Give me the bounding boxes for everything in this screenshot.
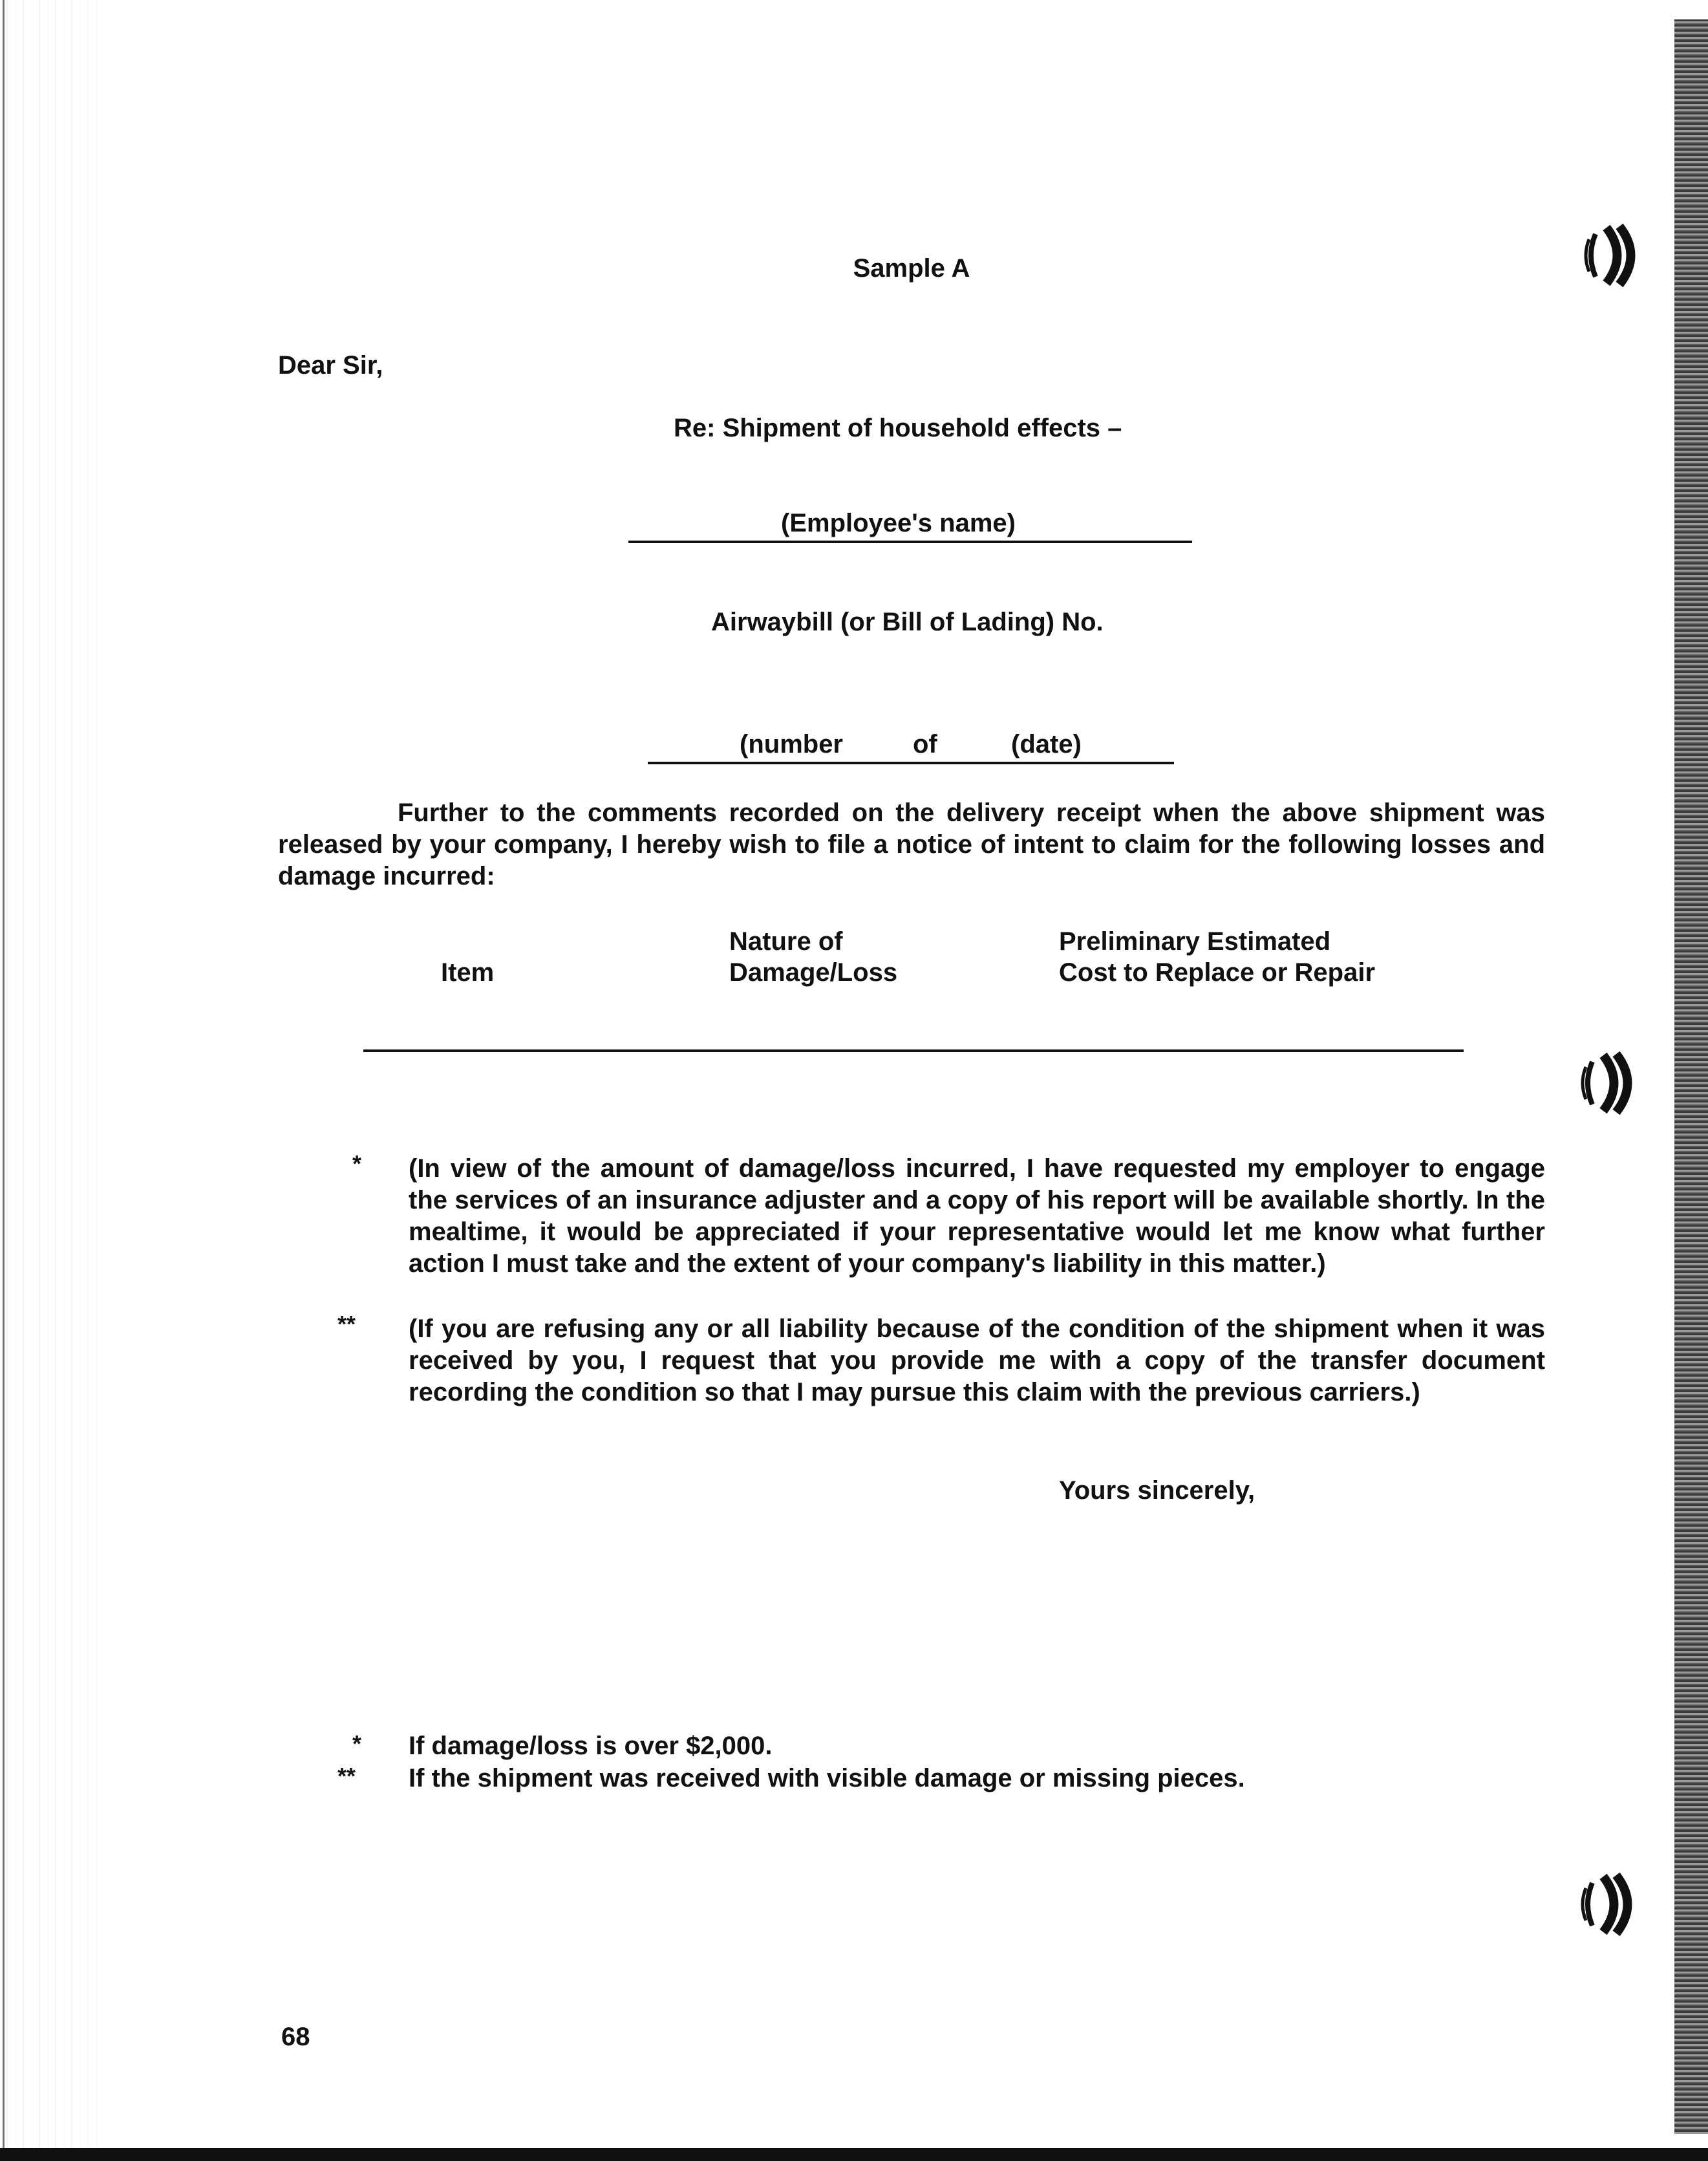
page-title: Sample A [853,254,970,283]
footnote-2-marker: ** [337,1763,356,1789]
re-line: Re: Shipment of household effects – [674,414,1122,442]
airwaybill-line: Airwaybill (or Bill of Lading) No. [711,608,1104,636]
header-nature-line2: Damage/Loss [729,958,898,987]
employee-name-field[interactable] [628,504,1192,543]
page-number: 68 [281,2023,310,2051]
airwaybill-number-field[interactable] [648,726,1174,764]
airwaybill-number-underline [648,762,1174,764]
footnote-1-marker: * [352,1730,362,1757]
binder-ring-icon [1577,220,1642,291]
note-2-marker: ** [337,1311,356,1337]
header-cost-line1: Preliminary Estimated [1059,927,1331,956]
salutation: Dear Sir, [278,351,383,380]
footnote-2-text: If the shipment was received with visible damage or missing pieces. [409,1764,1245,1792]
of-label: of [913,730,937,758]
header-item: Item [441,958,495,987]
employee-name-label: (Employee's name) [781,509,1016,537]
employee-name-underline [628,541,1192,543]
scan-left-edge-line [3,0,5,2161]
table-rule [363,1049,1464,1052]
scan-bottom-edge [0,2148,1708,2161]
footnote-1-text: If damage/loss is over $2,000. [409,1732,773,1760]
scan-right-edge [1674,19,1708,2134]
header-cost-line2: Cost to Replace or Repair [1059,958,1376,987]
closing: Yours sincerely, [1059,1476,1255,1505]
note-1-text: (In view of the amount of damage/loss incurred, I have requested my employer to engage the services of an insurance adjuster and a copy of his report will be available shortly. In the mealtime, it would be appreciated if your representative would let me know what further action I must take and the extent of your company's liability in this matter.) [409,1154,1545,1278]
date-label: (date) [1011,730,1082,758]
header-nature-line1: Nature of [729,927,843,956]
intro-paragraph: Further to the comments recorded on the delivery receipt when the above shipment was released by your company, I hereby wish to file a notice of intent to claim for the following losses and damage incurred: [278,799,1545,890]
binder-ring-icon [1574,1048,1639,1119]
note-1-marker: * [352,1150,362,1177]
scan-left-edge-shadow [0,0,97,2161]
note-2-text: (If you are refusing any or all liability because of the condition of the shipment when it was received by you, I request that you provide me with a copy of the transfer document recording the condition so that I may pursue this claim with the previous carriers.) [409,1315,1545,1406]
binder-ring-icon [1574,1869,1639,1940]
number-label: (number [740,730,843,758]
